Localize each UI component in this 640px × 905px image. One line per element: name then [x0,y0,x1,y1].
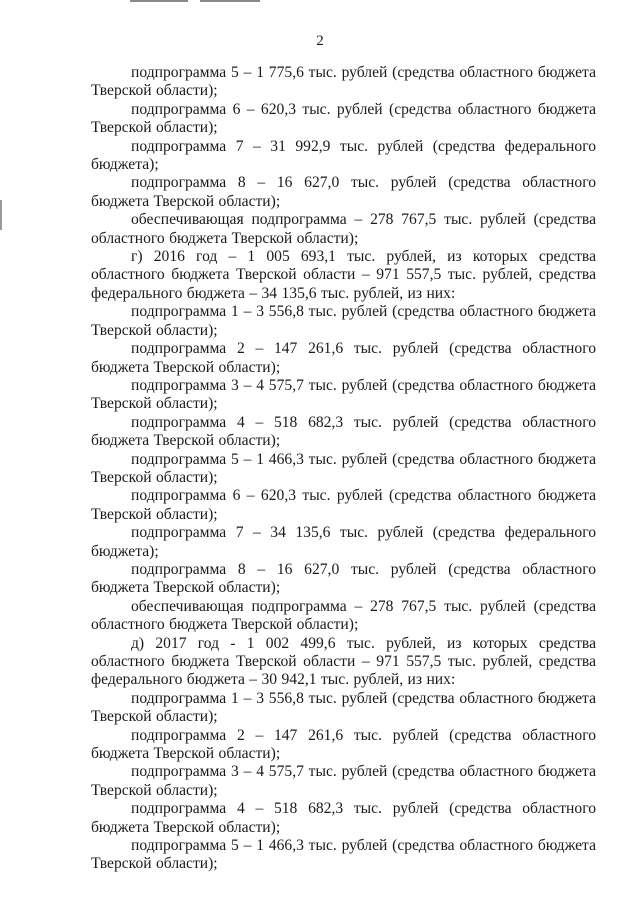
paragraph: подпрограмма 5 – 1 466,3 тыс. рублей (средства областного бюджета Тверской области); [91,837,596,873]
paragraph: подпрограмма 8 – 16 627,0 тыс. рублей (средства областного бюджета Тверской области); [91,174,596,210]
paragraph: обеспечивающая подпрограмма – 278 767,5 тыс. рублей (средства областного бюджета Тверской области); [91,211,596,247]
paragraph: подпрограмма 1 – 3 556,8 тыс. рублей (средства областного бюджета Тверской области); [91,689,596,726]
paragraph: обеспечивающая подпрограмма – 278 767,5 тыс. рублей (средства областного бюджета Тверской области); [91,597,596,634]
page-number: 2 [316,33,324,49]
paragraph: подпрограмма 2 – 147 261,6 тыс. рублей (средства областного бюджета Тверской области); [91,340,596,376]
paragraph: подпрограмма 6 – 620,3 тыс. рублей (средства областного бюджета Тверской области); [91,487,596,523]
paragraph: подпрограмма 5 – 1 466,3 тыс. рублей (средства областного бюджета Тверской области); [91,450,596,486]
paragraph: подпрограмма 8 – 16 627,0 тыс. рублей (средства областного бюджета Тверской области); [91,560,596,597]
scan-artifact-line [200,0,260,2]
scan-edge-mark [0,200,2,230]
paragraph: подпрограмма 6 – 620,3 тыс. рублей (средства областного бюджета Тверской области); [91,100,596,137]
paragraph: подпрограмма 1 – 3 556,8 тыс. рублей (средства областного бюджета Тверской области); [91,303,596,339]
paragraph: подпрограмма 3 – 4 575,7 тыс. рублей (средства областного бюджета Тверской области); [91,763,596,799]
paragraph: подпрограмма 4 – 518 682,3 тыс. рублей (средства областного бюджета Тверской области); [91,800,596,836]
paragraph: подпрограмма 3 – 4 575,7 тыс. рублей (средства областного бюджета Тверской области); [91,376,596,413]
scan-artifact-line [130,0,188,2]
paragraph: подпрограмма 7 – 34 135,6 тыс. рублей (средства федерального бюджета); [91,524,596,560]
paragraph: подпрограмма 4 – 518 682,3 тыс. рублей (средства областного бюджета Тверской области); [91,413,596,450]
document-body [91,64,596,874]
paragraph: подпрограмма 2 – 147 261,6 тыс. рублей (средства областного бюджета Тверской области); [91,726,596,763]
paragraph: д) 2017 год - 1 002 499,6 тыс. рублей, из которых средства областного бюджета Тверской области – 971 557,5 тыс. рублей, средства федерального бюджета – 30 942,1 тыс. рублей, из них: [91,634,596,689]
paragraph: подпрограмма 7 – 31 992,9 тыс. рублей (средства федерального бюджета); [91,137,596,174]
paragraph: подпрограмма 5 – 1 775,6 тыс. рублей (средства областного бюджета Тверской области); [91,64,596,100]
paragraph: г) 2016 год – 1 005 693,1 тыс. рублей, из которых средства областного бюджета Тверской области – 971 557,5 тыс. рублей, средства федерального бюджета – 34 135,6 тыс. рублей, из них: [91,248,596,302]
